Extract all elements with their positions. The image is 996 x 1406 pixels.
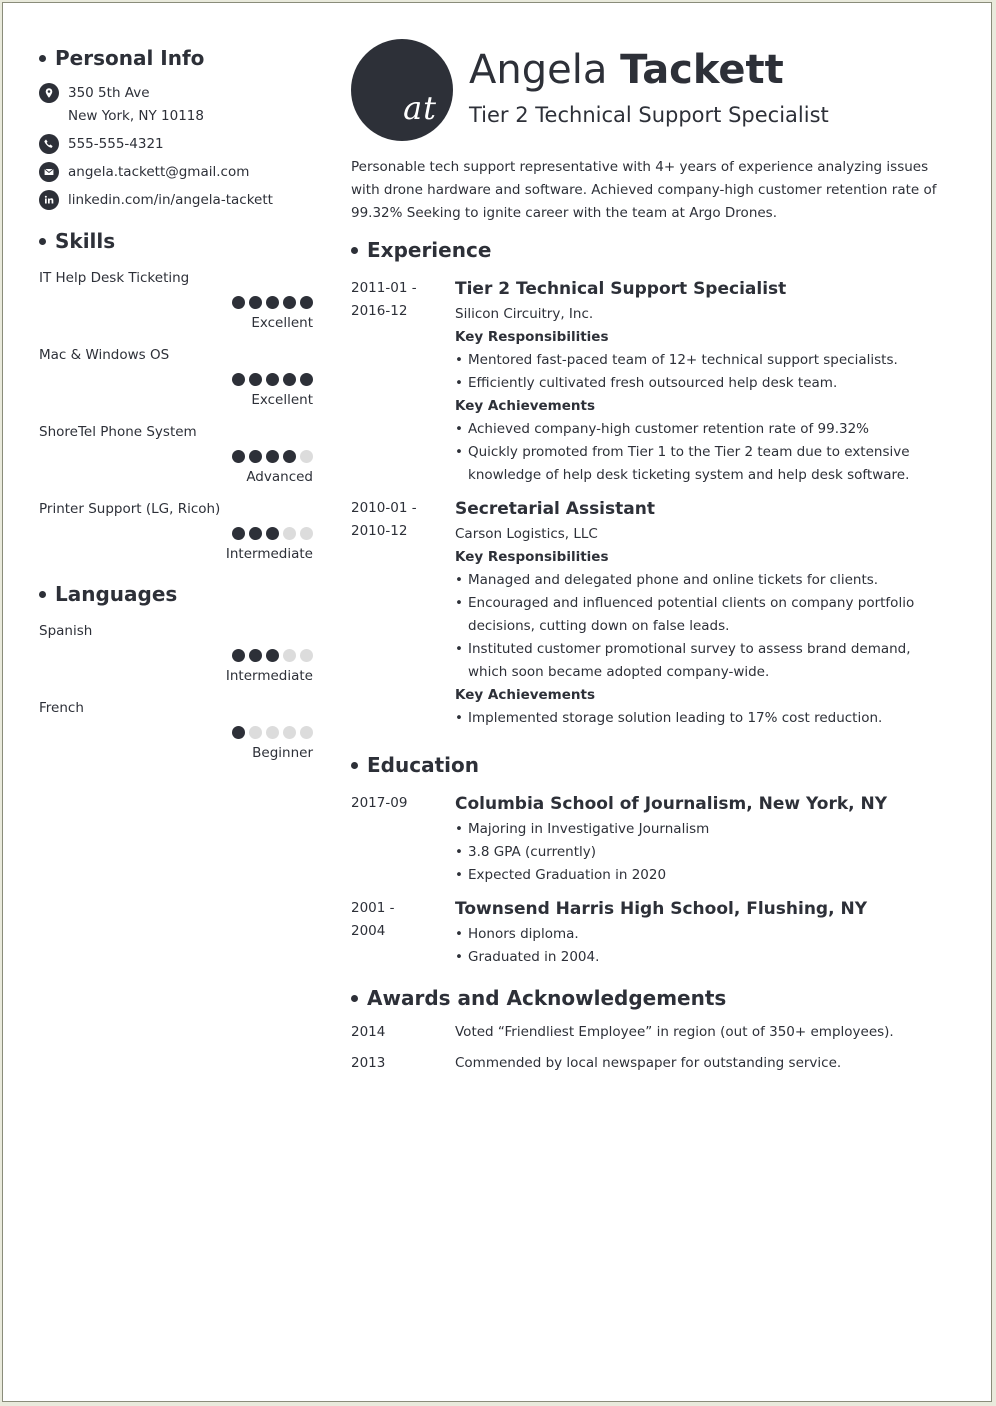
rating-dots [39,373,313,386]
address [39,82,313,128]
rating-dot-filled [283,373,296,386]
list-item: • Graduated in 2004. [455,946,951,969]
awards-list [351,1021,951,1075]
rating-dot-filled [232,527,245,540]
award-item [351,1052,951,1075]
rating-dots [39,527,313,540]
rating-dots [39,450,313,463]
education-entry [351,897,951,969]
entry-company: Carson Logistics, LLC [455,526,598,542]
entry-subheading: Key Achievements [455,687,596,703]
last-name: Tackett [620,47,784,93]
rating-dot-filled [283,450,296,463]
skill-item: Printer Support (LG, Ricoh) Intermediate [39,501,313,562]
personal-info-heading: Personal Info [39,43,313,73]
avatar [351,39,453,141]
rating-dot-filled [266,373,279,386]
rating-dot-filled [232,726,245,739]
list-item: • Achieved company-high customer retention rate of 99.32% [455,418,951,441]
rating-dot-filled [266,296,279,309]
rating-dot-empty [300,450,313,463]
rating-dot-filled [266,527,279,540]
summary: Personable tech support representative with 4+ years of experience analyzing issues with drone hardware and software. Achieved company-high customer retention rate of 99.32% Seeking to ignite career with the team at Argo Drones. [351,159,937,221]
entry-date: 2011-01 - 2016-12 [351,280,417,319]
rating-dot-empty [283,649,296,662]
skills-list [39,268,313,564]
bullet-icon [39,55,46,62]
rating-dot-filled [232,373,245,386]
bullet-list [455,923,951,969]
award-text: Commended by local newspaper for outstanding service. [455,1055,842,1071]
bullet-list [455,707,951,730]
list-item: • Encouraged and influenced potential clients on company portfolio decisions, cutting down on false leads. [455,592,951,638]
address-line1: 350 5th Ave [68,85,150,101]
rating-dot-empty [300,649,313,662]
rating-dot-empty [283,527,296,540]
rating-dot-filled [266,450,279,463]
school-name: Columbia School of Journalism, New York, NY [455,794,888,814]
first-name: Angela [469,47,608,93]
contact-list [39,82,313,212]
entry-title: Secretarial Assistant [455,499,655,519]
language-item: Spanish Intermediate [39,623,313,684]
award-text: Voted “Friendliest Employee” in region (out of 350+ employees). [455,1024,894,1040]
main-sections [351,235,951,1083]
award-year: 2013 [351,1055,386,1071]
bullet-icon [351,995,358,1002]
skills-heading: Skills [39,226,313,256]
rating-dot-filled [249,649,262,662]
email [39,161,313,184]
bullet-list [455,349,951,395]
rating-dot-filled [249,296,262,309]
list-item: • Mentored fast-paced team of 12+ technical support specialists. [455,349,951,372]
rating-dot-filled [232,296,245,309]
list-item: • Majoring in Investigative Journalism [455,818,951,841]
bullet-icon [351,762,358,769]
rating-dots [39,649,313,662]
entry-subheading: Key Responsibilities [455,329,609,345]
rating-dot-empty [300,726,313,739]
rating-dot-filled [232,450,245,463]
list-item: • Expected Graduation in 2020 [455,864,951,887]
award-item [351,1021,951,1044]
bullet-icon [39,591,46,598]
rating-dot-filled [249,527,262,540]
bullet-icon [351,247,358,254]
rating-dot-filled [283,296,296,309]
job-title: Tier 2 Technical Support Specialist [469,103,829,127]
rating-dot-filled [266,649,279,662]
phone-icon [39,134,59,154]
rating-dot-empty [266,726,279,739]
rating-dot-filled [249,373,262,386]
award-year: 2014 [351,1024,386,1040]
left-column [39,43,313,775]
linkedin-url[interactable]: linkedin.com/in/angela-tackett [68,192,273,208]
linkedin [39,189,313,212]
rating-dot-empty [249,726,262,739]
linkedin-icon [39,190,59,210]
entry-title: Tier 2 Technical Support Specialist [455,279,787,299]
entry-date: 2001 - 2004 [351,900,395,939]
full-name [469,45,784,95]
address-line2: New York, NY 10118 [68,108,204,124]
list-item: • Efficiently cultivated fresh outsourced help desk team. [455,372,951,395]
entry-date: 2017-09 [351,795,408,811]
resume-page [2,2,992,1402]
bullet-list [455,418,951,487]
phone-number[interactable]: 555-555-4321 [68,136,164,152]
entry-company: Silicon Circuitry, Inc. [455,306,594,322]
bullet-list [455,569,951,684]
bullet-list [455,818,951,887]
email-address[interactable]: angela.tackett@gmail.com [68,164,250,180]
entry-date: 2010-01 - 2010-12 [351,500,417,539]
list-item: • Instituted customer promotional survey to assess brand demand, which soon became adopted company-wide. [455,638,951,684]
phone [39,133,313,156]
school-name: Townsend Harris High School, Flushing, NY [455,899,868,919]
rating-dot-filled [300,296,313,309]
list-item: • Quickly promoted from Tier 1 to the Tier 2 team due to extensive knowledge of help desk ticketing system and help desk software. [455,441,951,487]
bullet-icon [39,238,46,245]
email-icon [39,162,59,182]
experience-entry [351,497,951,730]
rating-dots [39,296,313,309]
skill-item: Mac & Windows OS Excellent [39,347,313,408]
experience-entry [351,277,951,487]
languages-heading: Languages [39,579,313,609]
rating-dot-filled [232,649,245,662]
entry-subheading: Key Responsibilities [455,549,609,565]
education-entry [351,792,951,887]
list-item: • Honors diploma. [455,923,951,946]
awards-heading: Awards and Acknowledgements [351,983,951,1013]
list-item: • Managed and delegated phone and online tickets for clients. [455,569,951,592]
list-item: • Implemented storage solution leading to 17% cost reduction. [455,707,951,730]
language-item: French Beginner [39,700,313,761]
languages-list [39,621,313,763]
education-heading: Education [351,750,951,780]
rating-dot-filled [300,373,313,386]
rating-dot-empty [300,527,313,540]
rating-dots [39,726,313,739]
list-item: • 3.8 GPA (currently) [455,841,951,864]
avatar-initials: at [403,89,437,127]
rating-dot-filled [249,450,262,463]
entry-subheading: Key Achievements [455,398,596,414]
experience-heading: Experience [351,235,951,265]
skill-item: ShoreTel Phone System Advanced [39,424,313,485]
skill-item: IT Help Desk Ticketing Excellent [39,270,313,331]
rating-dot-empty [283,726,296,739]
location-icon [39,83,59,103]
